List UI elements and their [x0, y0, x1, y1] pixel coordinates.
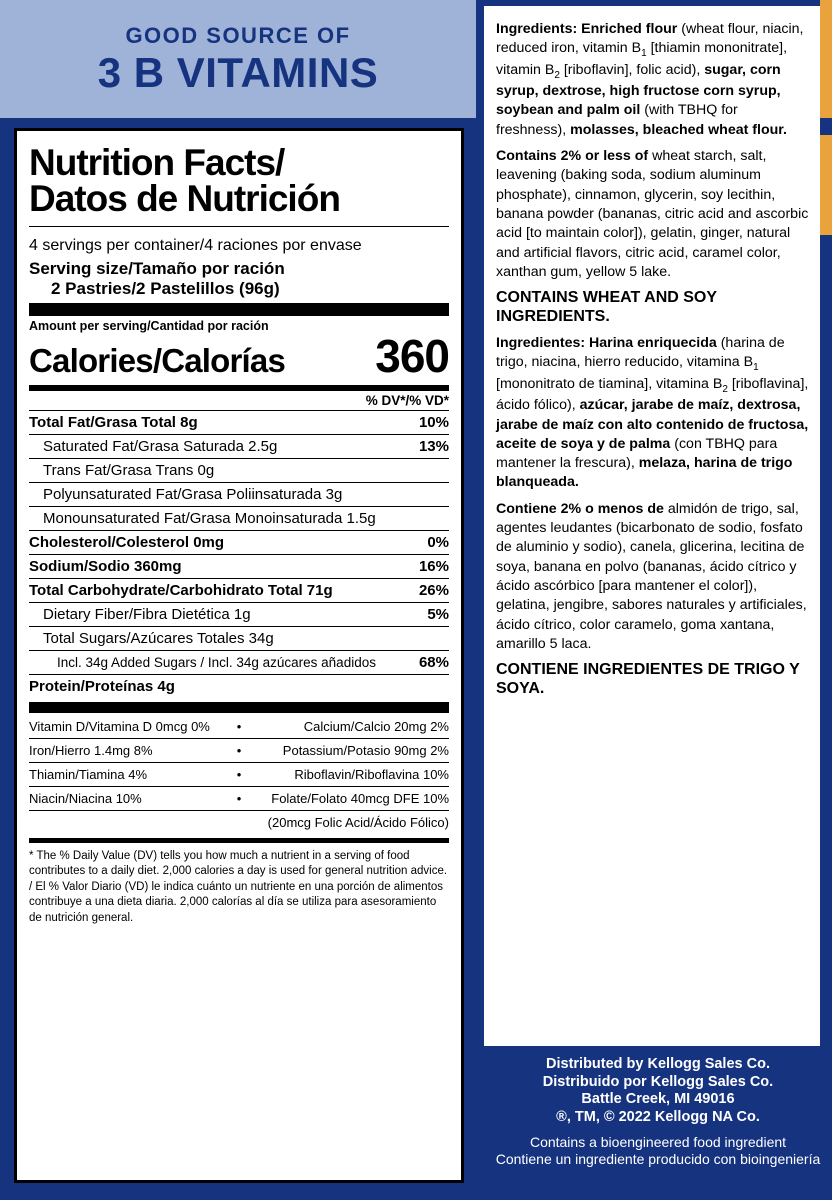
calories-label: Calories/Calorías [29, 341, 286, 379]
ingredients-en-part3: [thiamin mononitrate], vitamin B [496, 40, 788, 78]
table-row [29, 762, 449, 786]
nutrient-label: Trans Fat/Grasa Trans 0g [43, 461, 215, 479]
ingredients-en-part2: (wheat flour, niacin, reduced iron, vitamin B [496, 21, 804, 57]
nutrient-label: Protein/Proteínas 4g [29, 677, 175, 695]
daily-value-header: % DV*/% VD* [365, 392, 449, 408]
bullet-icon: • [236, 790, 242, 806]
nutrient-pct: 26% [418, 581, 449, 599]
contains-label-en: Contains 2% or less of [496, 148, 649, 165]
nutrient-pct: 13% [418, 437, 449, 455]
nutrient-label: Cholesterol/Colesterol 0mg [29, 533, 225, 551]
nutrient-pct: 10% [418, 413, 449, 431]
servings-per-container: 4 servings per container/4 raciones por envase [29, 236, 362, 254]
nutrition-facts-title [29, 142, 449, 220]
package-edge-strip-top [820, 0, 832, 118]
contains-2-percent-spanish [496, 500, 810, 655]
footer-address: Battle Creek, MI 49016 [581, 1091, 735, 1108]
bullet-icon: • [236, 742, 242, 758]
contains-body-en: wheat starch, salt, leavening (baking soda, sodium aluminum phosphate), cinnamon, glycerin, soy lecithin, banana powder (bananas, citric acid and ascorbic acid [to maintain color]), gelatin, ginger, natural and artificial flavors, citric acid, caramel color, xanthan gum, yellow 5 lake. [496, 148, 809, 280]
nutrient-pct: 0% [427, 533, 449, 551]
table-row [29, 786, 449, 810]
vitamin-left [29, 810, 226, 834]
allergen-statement-es: CONTIENE INGREDIENTES DE TRIGO Y SOYA. [496, 661, 800, 697]
ingredients-es-harina: Harina enriquecida [585, 335, 717, 352]
vitamin-mineral-table [29, 715, 449, 834]
bullet-spacer [226, 810, 251, 834]
vitamin-right: Riboflavin/Riboflavina 10% [294, 766, 449, 782]
table-row-cholesterol [29, 531, 449, 554]
ingredients-es-part3: [mononitrato de tiamina], vitamina B [496, 375, 723, 392]
vitamin-right: (20mcg Folic Acid/Ácido Fólico) [267, 814, 449, 830]
nutrition-facts-title-es: Datos de Nutrición [29, 178, 340, 220]
subscript-1: 1 [753, 362, 759, 374]
footer-distributed-by-en: Distributed by Kellogg Sales Co. [546, 1056, 770, 1072]
calories-row [29, 329, 449, 383]
nutrient-label: Total Carbohydrate/Carbohidrato Total 71g [29, 581, 333, 599]
nutrient-pct: 5% [427, 605, 449, 623]
footer-bioengineered-es: Contiene un ingrediente producido con bioingeniería [495, 1151, 821, 1168]
vitamin-right: Folate/Folato 40mcg DFE 10% [271, 790, 449, 806]
table-row-added-sugars [29, 651, 449, 674]
ingredients-es-bold2: melaza, harina de trigo blanqueada. [496, 455, 793, 491]
nutrient-label: Sodium/Sodio 360mg [29, 557, 182, 575]
bullet-icon: • [236, 718, 242, 734]
nutrient-label: Saturated Fat/Grasa Saturada 2.5g [43, 437, 278, 455]
ingredients-en-bold1: sugar, corn syrup, dextrose, high fructose corn syrup, soybean and palm oil [496, 61, 781, 119]
table-row-monounsaturated-fat [29, 507, 449, 530]
vitamin-left: Iron/Hierro 1.4mg 8% [29, 742, 153, 758]
allergen-statement-en: CONTAINS WHEAT AND SOY INGREDIENTS. [496, 289, 717, 325]
table-row [29, 715, 449, 739]
table-row-saturated-fat [29, 435, 449, 458]
table-row [29, 738, 449, 762]
table-row-polyunsaturated-fat [29, 483, 449, 506]
footer-copyright: ®, TM, © 2022 Kellogg NA Co. [556, 1109, 760, 1126]
distributor-footer [484, 1052, 832, 1200]
calories-value: 360 [375, 329, 449, 382]
ingredients-es-part2: (harina de trigo, niacina, hierro reducido, vitamina B [496, 335, 785, 371]
footer-distributed-by-es: Distribuido por Kellogg Sales Co. [542, 1073, 774, 1090]
serving-size-label: Serving size/Tamaño por ración [29, 258, 285, 278]
banner-line-1: GOOD SOURCE OF [125, 22, 351, 48]
ingredients-en-part5: (with TBHQ for freshness), [496, 102, 738, 138]
vitamin-right: Potassium/Potasio 90mg 2% [282, 742, 449, 758]
vitamin-right: Calcium/Calcio 20mg 2% [303, 718, 449, 734]
nutrient-label: Total Sugars/Azúcares Totales 34g [43, 629, 274, 647]
daily-value-footnote: * The % Daily Value (DV) tells you how much a nutrient in a serving of food contributes to a daily diet. 2,000 calories a day is used for general nutrition advice. / El % Valor Diario (VD) le indica cuánto un nutriente en una porción de alimentos contribuye a una dieta diaria. 2,000 calorías al día se utiliza para asesoramiento de nutrición general. [29, 849, 448, 924]
contains-label-es: Contiene 2% o menos de [496, 500, 664, 517]
ingredients-es-part5: (con TBHQ para mantener la frescura), [496, 435, 778, 472]
nutrition-facts-title-en: Nutrition Facts/ [29, 142, 285, 183]
vitamin-left: Vitamin D/Vitamina D 0mcg 0% [29, 718, 210, 734]
table-row-total-fat [29, 411, 449, 434]
subscript-2: 2 [554, 69, 560, 81]
ingredients-panel [484, 6, 820, 1046]
nutrient-label: Incl. 34g Added Sugars / Incl. 34g azúcares añadidos [57, 654, 376, 670]
vitamin-left: Niacin/Niacina 10% [29, 790, 142, 806]
vitamin-left: Thiamin/Tiamina 4% [29, 766, 148, 782]
banner-line-2: 3 B VITAMINS [97, 48, 379, 96]
nutrition-facts-panel [14, 128, 464, 1183]
subscript-1: 1 [641, 48, 647, 60]
ingredients-en-part4: [riboflavin], folic acid), [559, 61, 705, 78]
nutrient-pct: 68% [418, 653, 449, 671]
nutrient-label: Polyunsaturated Fat/Grasa Poliinsaturada 3g [43, 485, 343, 503]
bullet-icon: • [236, 766, 242, 782]
ingredients-english [496, 20, 810, 140]
table-row-total-carbohydrate [29, 579, 449, 602]
amount-per-serving-label: Amount per serving/Cantidad por ración [29, 318, 269, 333]
package-edge-strip-bottom [820, 135, 832, 235]
table-row-total-sugars [29, 627, 449, 650]
ingredients-en-bold2: molasses, bleached wheat flour. [570, 121, 787, 138]
table-row-protein [29, 675, 449, 698]
table-row-dietary-fiber [29, 603, 449, 626]
nutrient-label: Dietary Fiber/Fibra Dietética 1g [43, 605, 251, 623]
ingredients-en-enriched-flour: Enriched flour [577, 21, 678, 37]
footer-bioengineered-en: Contains a bioengineered food ingredient [529, 1133, 787, 1150]
serving-size-value: 2 Pastries/2 Pastelillos (96g) [51, 278, 280, 298]
ingredients-label-es: Ingredientes: [496, 335, 586, 352]
subscript-2: 2 [722, 383, 728, 395]
ingredients-label-en: Ingredients: [496, 21, 578, 37]
ingredients-es-part4: [riboflavina], ácido fólico), [496, 375, 809, 414]
nutrient-label: Monounsaturated Fat/Grasa Monoinsaturada 1.5g [43, 509, 376, 527]
table-row-trans-fat [29, 459, 449, 482]
table-row [29, 810, 449, 834]
ingredients-spanish [496, 334, 810, 493]
nutrient-label: Total Fat/Grasa Total 8g [29, 413, 198, 431]
contains-2-percent-english [496, 147, 810, 282]
contains-body-es: almidón de trigo, sal, agentes leudantes (bicarbonato de sodio, fosfato de aluminio y sodio), canela, glicerina, lecitina de soya, banana en polvo (bananas, ácido cítrico y ácido ascórbico [para mantener el color]), gelatina, jengibre, sabores naturales y artificiales, ácido cítrico, color caramelo, goma xantana, amarillo 5 laca. [496, 500, 807, 652]
ingredients-es-bold1: azúcar, jarabe de maíz, dextrosa, jarabe de maíz con alto contenido de fructosa, aceite de soya y de palma [496, 397, 809, 452]
nutrient-pct: 16% [418, 557, 449, 575]
good-source-banner [0, 0, 476, 118]
table-row-sodium [29, 555, 449, 578]
